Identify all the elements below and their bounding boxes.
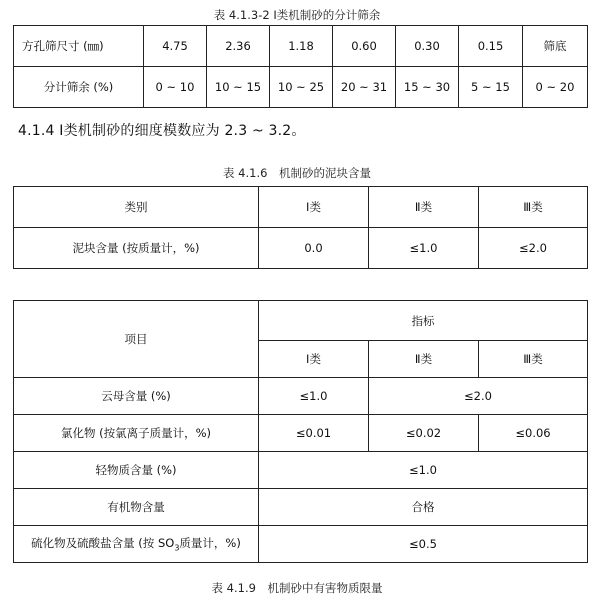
table-cell: 1.18 [270,26,333,67]
class-header: Ⅰ类 [259,187,369,228]
category-header: 类别 [14,187,259,228]
clay-lump-table [13,186,588,269]
table-cell: 0.60 [333,26,396,67]
table-cell: ≤0.01 [259,415,369,452]
class-header: Ⅱ类 [369,187,479,228]
table-row [14,26,588,67]
light-matter-label: 轻物质含量 (%) [14,452,259,489]
table-row [14,301,588,341]
table-cell: 5 ~ 15 [459,67,523,108]
table-cell: 20 ~ 31 [333,67,396,108]
table-row [14,378,588,415]
table-cell: ≤0.5 [259,526,588,563]
table-cell: ≤1.0 [259,452,588,489]
table-cell: 0.30 [396,26,459,67]
table-row [14,228,588,269]
table-cell: ≤1.0 [259,378,369,415]
table-cell: 合格 [259,489,588,526]
table1-caption: 表 4.1.3-2 Ⅰ类机制砂的分计筛余 [213,8,381,22]
table-cell: 10 ~ 15 [207,67,270,108]
sulfide-label-pre: 硫化物及硫酸盐含量 (按 SO [31,536,175,551]
table-row [14,452,588,489]
table-cell: ≤0.02 [369,415,479,452]
table-cell: ≤2.0 [369,378,588,415]
table-cell: 0.15 [459,26,523,67]
table-cell: ≤1.0 [369,228,479,269]
mica-label: 云母含量 (%) [14,378,259,415]
table-cell: 15 ~ 30 [396,67,459,108]
table-row [14,187,588,228]
class-header: Ⅲ类 [479,187,588,228]
class-header: Ⅰ类 [259,341,369,378]
table-cell: 4.75 [144,26,207,67]
sulfide-label [14,526,259,563]
table-cell: ≤0.06 [479,415,588,452]
table-cell: 10 ~ 25 [270,67,333,108]
residue-label: 分计筛余 (%) [14,67,144,108]
table-row [14,489,588,526]
organic-label: 有机物含量 [14,489,259,526]
sieve-residue-table [13,25,588,108]
table-cell: 0 ~ 10 [144,67,207,108]
class-header: Ⅱ类 [369,341,479,378]
table2-caption: 表 4.1.6 机制砂的泥块含量 [223,166,371,180]
clay-lump-label: 泥块含量 (按质量计，%) [14,228,259,269]
table-cell: 0.0 [259,228,369,269]
table-row [14,415,588,452]
class-header: Ⅲ类 [479,341,588,378]
table-cell: 2.36 [207,26,270,67]
table3-caption: 表 4.1.9 机制砂中有害物质限量 [211,581,383,595]
sulfide-label-sub: 3 [174,543,180,553]
sieve-size-label: 方孔筛尺寸 (㎜) [14,26,144,67]
table-cell: 0 ~ 20 [523,67,588,108]
item-header: 项目 [14,301,259,378]
harmful-substances-table [13,300,588,563]
sulfide-label-post: 质量计，%) [179,536,241,551]
chloride-label: 氯化物 (按氯离子质量计，%) [14,415,259,452]
table-cell: 筛底 [523,26,588,67]
table-cell: ≤2.0 [479,228,588,269]
table-row [14,526,588,563]
fineness-modulus-paragraph: 4.1.4 Ⅰ类机制砂的细度模数应为 2.3 ~ 3.2。 [18,123,306,139]
table-row [14,67,588,108]
index-header: 指标 [259,301,588,341]
